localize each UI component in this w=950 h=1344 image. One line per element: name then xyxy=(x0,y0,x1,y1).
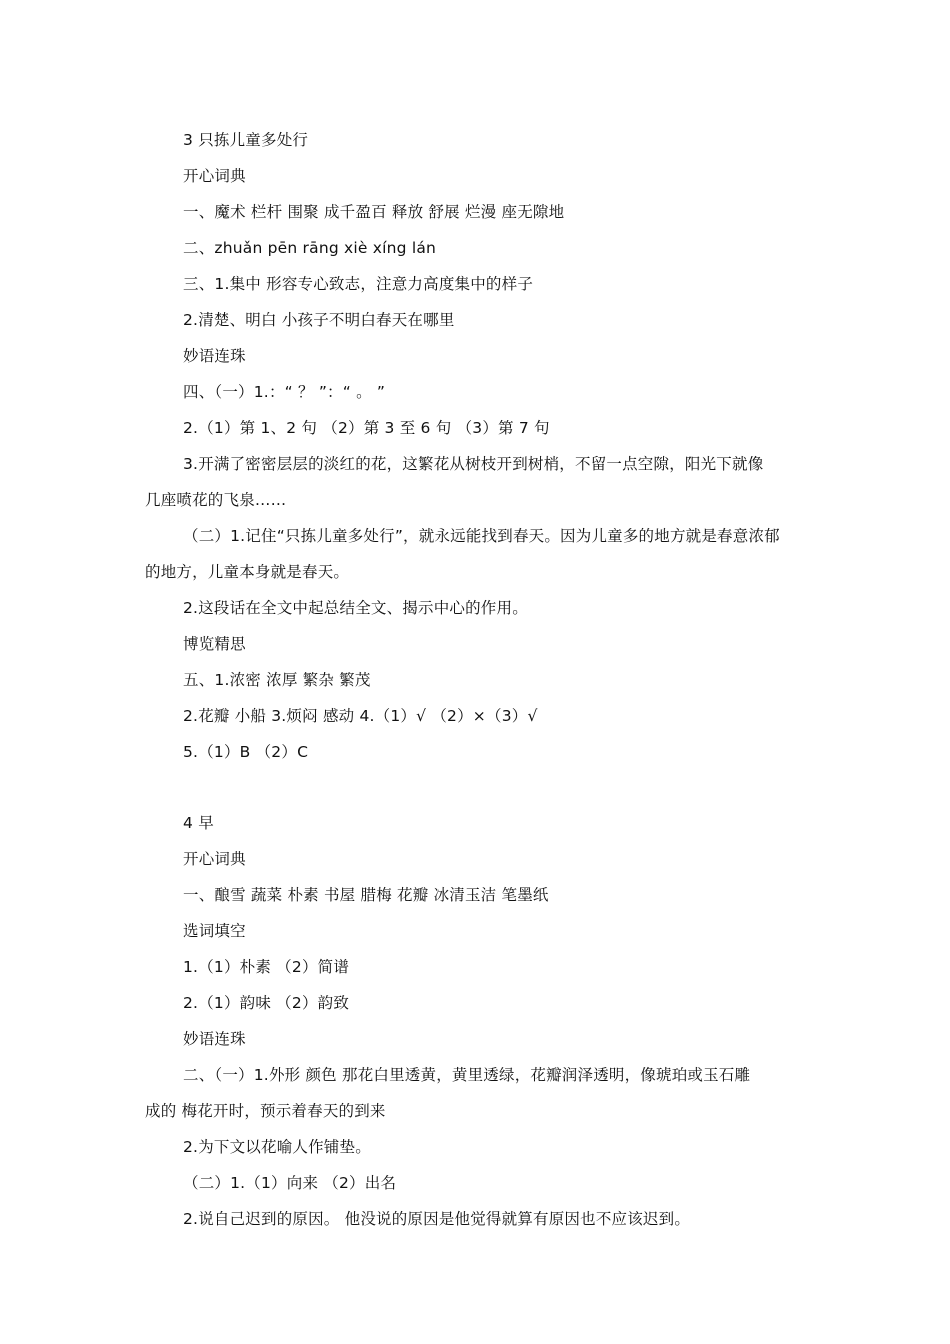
answer-line: 2.为下文以花喻人作铺垫。 xyxy=(183,1138,371,1156)
answer-line: 几座喷花的飞泉…… xyxy=(145,491,287,509)
answer-line: 1.（1）朴素 （2）简谱 xyxy=(183,958,350,976)
section-heading: 开心词典 xyxy=(183,850,246,868)
answer-line: 一、酿雪 蔬菜 朴素 书屋 腊梅 花瓣 冰清玉洁 笔墨纸 xyxy=(183,886,549,904)
answer-line: 的地方，儿童本身就是春天。 xyxy=(145,563,350,581)
answer-line: 2.清楚、明白 小孩子不明白春天在哪里 xyxy=(183,311,455,329)
answer-line: （二）1.（1）向来 （2）出名 xyxy=(183,1174,397,1192)
section-heading: 选词填空 xyxy=(183,922,246,940)
answer-line: 2.花瓣 小船 3.烦闷 感动 4.（1）√ （2）×（3）√ xyxy=(183,707,538,725)
section-heading: 博览精思 xyxy=(183,635,246,653)
answer-line: 二、zhuǎn pēn rāng xiè xíng lán xyxy=(183,239,437,257)
lesson-3-title: 3 只拣儿童多处行 xyxy=(183,131,309,149)
section-heading: 开心词典 xyxy=(183,167,246,185)
answer-line: 2.这段话在全文中起总结全文、揭示中心的作用。 xyxy=(183,599,528,617)
answer-line: 二、（一）1.外形 颜色 那花白里透黄，黄里透绿，花瓣润泽透明，像琥珀或玉石雕 xyxy=(183,1066,751,1084)
answer-line: 四、（一）1.：“ ？ ”：“ 。 ” xyxy=(183,383,386,401)
answer-line: 一、魔术 栏杆 围聚 成千盈百 释放 舒展 烂漫 座无隙地 xyxy=(183,203,565,221)
answer-line: 2.（1）第 1、2 句 （2）第 3 至 6 句 （3）第 7 句 xyxy=(183,419,550,437)
answer-line: 5.（1）B （2）C xyxy=(183,743,309,761)
answer-line: 三、1.集中 形容专心致志，注意力高度集中的样子 xyxy=(183,275,534,293)
lesson-4-title: 4 早 xyxy=(183,814,214,832)
answer-line: 五、1.浓密 浓厚 繁杂 繁茂 xyxy=(183,671,371,689)
answer-line: 2.（1）韵味 （2）韵致 xyxy=(183,994,350,1012)
answer-line: （二）1.记住“只拣儿童多处行”，就永远能找到春天。因为儿童多的地方就是春意浓郁 xyxy=(183,527,780,545)
answer-line: 3.开满了密密层层的淡红的花，这繁花从树枝开到树梢，不留一点空隙，阳光下就像 xyxy=(183,455,764,473)
section-heading: 妙语连珠 xyxy=(183,347,246,365)
answer-line: 成的 梅花开时，预示着春天的到来 xyxy=(145,1102,386,1120)
answer-line: 2.说自己迟到的原因。 他没说的原因是他觉得就算有原因也不应该迟到。 xyxy=(183,1210,691,1228)
section-heading: 妙语连珠 xyxy=(183,1030,246,1048)
